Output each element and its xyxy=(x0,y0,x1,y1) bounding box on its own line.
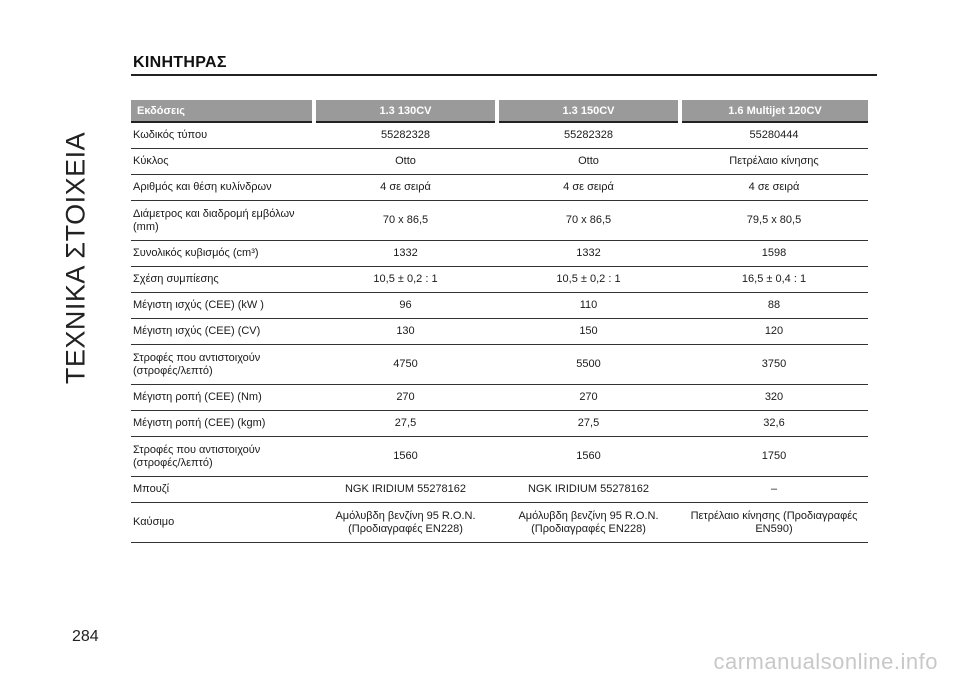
header-versions: Εκδόσεις xyxy=(131,100,314,122)
row-value: 88 xyxy=(680,293,868,319)
row-value: 1560 xyxy=(314,437,497,477)
row-label: Αριθμός και θέση κυλίνδρων xyxy=(131,175,314,201)
row-value: Αμόλυβδη βενζίνη 95 R.O.N. (Προδιαγραφές EN228) xyxy=(314,503,497,543)
row-value: 16,5 ± 0,4 : 1 xyxy=(680,267,868,293)
table-row xyxy=(131,149,868,175)
table-row xyxy=(131,385,868,411)
table-body xyxy=(131,122,868,543)
title-rule xyxy=(131,74,877,76)
row-label: Κύκλος xyxy=(131,149,314,175)
engine-spec-table xyxy=(131,100,868,543)
row-label: Μέγιστη ισχύς (CEE) (kW ) xyxy=(131,293,314,319)
table-header-row xyxy=(131,100,868,122)
row-value: 55280444 xyxy=(680,122,868,149)
row-label: Στροφές που αντιστοιχούν (στροφές/λεπτό) xyxy=(131,345,314,385)
row-value: 96 xyxy=(314,293,497,319)
row-label: Καύσιμο xyxy=(131,503,314,543)
watermark: carmanualsonline.info xyxy=(713,649,938,674)
row-label: Μέγιστη ισχύς (CEE) (CV) xyxy=(131,319,314,345)
row-value: 70 x 86,5 xyxy=(497,201,680,241)
row-value: 1332 xyxy=(314,241,497,267)
row-value: Πετρέλαιο κίνησης (Προδιαγραφές EN590) xyxy=(680,503,868,543)
row-label: Μέγιστη ροπή (CEE) (kgm) xyxy=(131,411,314,437)
row-label: Μέγιστη ροπή (CEE) (Nm) xyxy=(131,385,314,411)
row-value: 320 xyxy=(680,385,868,411)
table-row xyxy=(131,175,868,201)
page-number: 284 xyxy=(72,628,99,645)
section-title: ΚΙΝΗΤΗΡΑΣ xyxy=(133,54,227,71)
header-version-3: 1.6 Multijet 120CV xyxy=(680,100,868,122)
row-value: 5500 xyxy=(497,345,680,385)
row-value: 270 xyxy=(497,385,680,411)
row-value: 27,5 xyxy=(314,411,497,437)
row-value: 4 σε σειρά xyxy=(497,175,680,201)
row-label: Στροφές που αντιστοιχούν (στροφές/λεπτό) xyxy=(131,437,314,477)
row-value: 1560 xyxy=(497,437,680,477)
row-value: 1332 xyxy=(497,241,680,267)
table-row xyxy=(131,241,868,267)
row-value: NGK IRIDIUM 55278162 xyxy=(497,477,680,503)
row-value: – xyxy=(680,477,868,503)
row-value: 150 xyxy=(497,319,680,345)
chapter-side-title-text: ΤΕΧΝΙΚΑ ΣΤΟΙΧΕΙΑ xyxy=(60,131,91,385)
row-value: 32,6 xyxy=(680,411,868,437)
row-value: 270 xyxy=(314,385,497,411)
row-value: 120 xyxy=(680,319,868,345)
row-value: Otto xyxy=(314,149,497,175)
row-value: 1750 xyxy=(680,437,868,477)
row-value: 27,5 xyxy=(497,411,680,437)
row-value: NGK IRIDIUM 55278162 xyxy=(314,477,497,503)
row-value: Otto xyxy=(497,149,680,175)
row-value: 55282328 xyxy=(314,122,497,149)
row-value: 70 x 86,5 xyxy=(314,201,497,241)
row-value: 4 σε σειρά xyxy=(680,175,868,201)
row-value: 130 xyxy=(314,319,497,345)
row-value: Πετρέλαιο κίνησης xyxy=(680,149,868,175)
header-version-1: 1.3 130CV xyxy=(314,100,497,122)
row-value: 4750 xyxy=(314,345,497,385)
row-label: Συνολικός κυβισμός (cm³) xyxy=(131,241,314,267)
table-row xyxy=(131,293,868,319)
header-version-2: 1.3 150CV xyxy=(497,100,680,122)
row-label: Μπουζί xyxy=(131,477,314,503)
row-value: 55282328 xyxy=(497,122,680,149)
row-label: Σχέση συμπίεσης xyxy=(131,267,314,293)
table-row xyxy=(131,411,868,437)
row-label: Κωδικός τύπου xyxy=(131,122,314,149)
row-value: 3750 xyxy=(680,345,868,385)
table-row xyxy=(131,477,868,503)
table-row xyxy=(131,267,868,293)
row-value: 10,5 ± 0,2 : 1 xyxy=(497,267,680,293)
row-value: 4 σε σειρά xyxy=(314,175,497,201)
row-value: 10,5 ± 0,2 : 1 xyxy=(314,267,497,293)
row-label: Διάμετρος και διαδρομή εμβόλων (mm) xyxy=(131,201,314,241)
table-row xyxy=(131,122,868,149)
table-row xyxy=(131,319,868,345)
row-value: 1598 xyxy=(680,241,868,267)
table-row xyxy=(131,345,868,385)
table-row xyxy=(131,437,868,477)
table-row xyxy=(131,503,868,543)
table-row xyxy=(131,201,868,241)
row-value: 110 xyxy=(497,293,680,319)
row-value: Αμόλυβδη βενζίνη 95 R.O.N. (Προδιαγραφές EN228) xyxy=(497,503,680,543)
row-value: 79,5 x 80,5 xyxy=(680,201,868,241)
